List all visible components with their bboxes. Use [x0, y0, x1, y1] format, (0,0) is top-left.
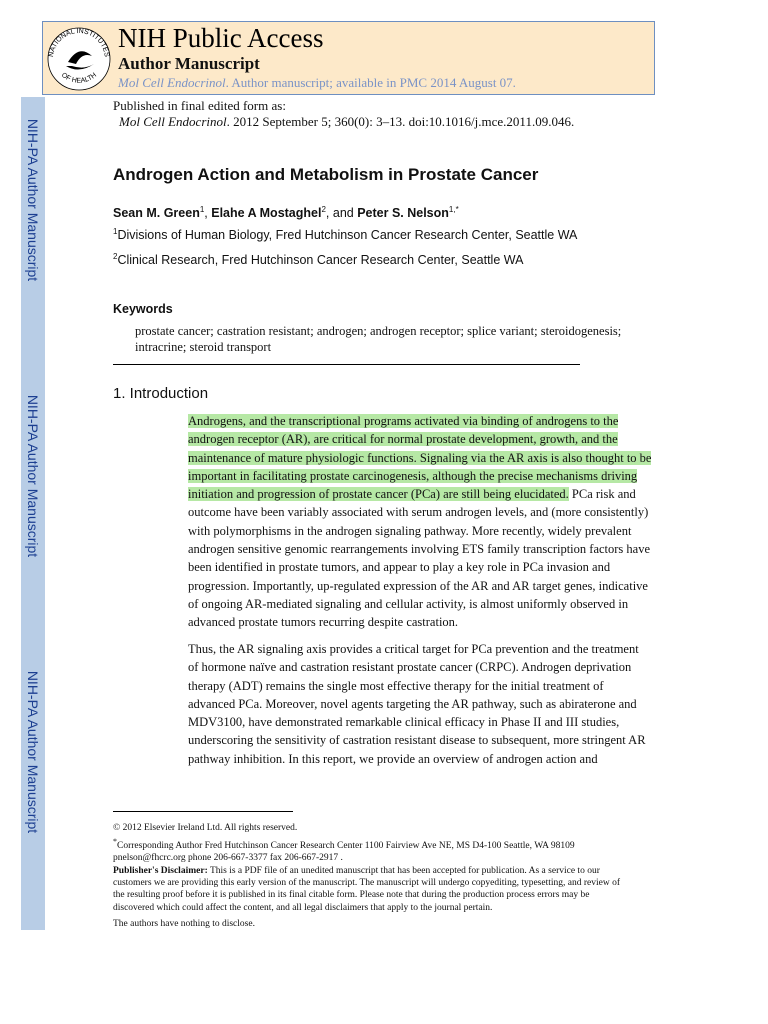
disclaimer-line: This is a PDF file of an unedited manuscript that has been accepted for publication. As a service to our — [207, 866, 600, 876]
paragraph-line: pathway inhibition. In this report, we provide an overview of androgen action and — [188, 751, 598, 766]
affiliation-sup: 2 — [113, 252, 118, 261]
section-heading: 1. Introduction — [113, 385, 209, 402]
highlighted-text: Androgens, and the transcriptional programs activated via binding of androgens to the — [188, 414, 619, 428]
sidebar-label: NIH-PA Author Manuscript — [25, 394, 41, 558]
paragraph-line: Thus, the AR signaling axis provides a critical target for PCa prevention and the treatment — [188, 642, 639, 656]
publisher-disclaimer — [113, 865, 663, 914]
footnote-sup: * — [113, 837, 117, 846]
published-label: Published in final edited form as: — [113, 98, 286, 113]
author-separator: , and — [325, 206, 358, 221]
copyright-note: © 2012 Elsevier Ireland Ltd. All rights reserved. — [113, 823, 298, 833]
disclaimer-line: discovered which could affect the content, and all legal disclaimers that apply to the journal pertain. — [113, 902, 493, 913]
affiliation-1 — [113, 227, 577, 242]
affiliation-2 — [113, 252, 523, 267]
paragraph-line: been identified in prostate tumors, and appear to play a key role in PCa invasion and — [188, 560, 611, 575]
author-name: Elahe A Mostaghel — [211, 206, 322, 221]
citation-details: . 2012 September 5; 360(0): 3–13. doi:10.1016/j.mce.2011.09.046. — [226, 114, 575, 129]
paragraph-line: outcome have been variably associated with serum androgen levels, and (more consistently) — [188, 505, 649, 520]
affiliation-text: Divisions of Human Biology, Fred Hutchinson Cancer Research Center, Seattle WA — [117, 228, 578, 243]
paragraph-line: therapy (ADT) remains the single most effective therapy for the initial treatment of — [188, 678, 604, 693]
paragraph-line: MDV3100, have demonstrated remarkable clinical efficacy in Phase II and III studies, — [188, 715, 620, 730]
keywords-text: prostate cancer; castration resistant; androgen; androgen receptor; splice variant; steroidogenesis; intracrine; steroid transport — [135, 324, 622, 354]
paragraph-line: progression. Importantly, up-regulated expression of the AR and AR target genes, indicative — [188, 578, 648, 593]
highlighted-text: maintenance of mature physiologic functions. Signaling via the AR axis is also thought to be — [188, 450, 652, 465]
highlighted-text: androgen receptor (AR), are critical for normal prostate development, growth, and the — [188, 432, 618, 447]
intro-paragraph-1 — [188, 412, 658, 632]
paragraph-line: advanced prostate tumors recurring despite castration. — [188, 615, 459, 630]
published-citation — [119, 114, 574, 130]
disclosure-note: The authors have nothing to disclose. — [113, 919, 255, 929]
journal-name: Mol Cell Endocrinol — [119, 114, 227, 129]
availability-note: . Author manuscript; available in PMC 2014 August 07. — [225, 75, 516, 90]
sidebar-label: NIH-PA Author Manuscript — [25, 670, 41, 834]
author-sup: 1,* — [448, 205, 459, 214]
disclaimer-line: customers we are providing this early version of the manuscript. The manuscript will undergo copyediting, typesetting, and review of — [113, 878, 620, 889]
paragraph-line: androgen sensitive genomic rearrangements involving ETS family transcription factors have — [188, 542, 651, 557]
affiliation-sup: 1 — [113, 227, 118, 236]
article-title: Androgen Action and Metabolism in Prostate Cancer — [113, 165, 539, 184]
corresponding-author-note — [113, 836, 663, 865]
corresponding-address: Corresponding Author Fred Hutchinson Cancer Research Center 1100 Fairview Ave NE, MS D4-100 Seattle, WA 98109 — [117, 841, 575, 852]
disclaimer-label: Publisher's Disclaimer: — [113, 866, 208, 876]
logo-text-top: NATIONAL INSTITUTES — [48, 27, 110, 58]
affiliation-text: Clinical Research, Fred Hutchinson Cancer Research Center, Seattle WA — [117, 253, 524, 268]
intro-paragraph-2 — [188, 640, 658, 768]
logo-text-bottom: OF HEALTH — [59, 71, 99, 85]
paragraph-line: with polymorphisms in the androgen signaling pathway. More recently, widely prevalent — [188, 523, 632, 538]
paragraph-line: underscoring the sensitivity of castration resistant disease to subsequent, more stringent AR — [188, 733, 646, 748]
paragraph-text: PCa risk and — [568, 487, 636, 502]
header-title: NIH Public Access — [118, 23, 324, 53]
keywords-heading: Keywords — [113, 302, 173, 316]
author-sup: 2 — [321, 205, 326, 214]
paragraph-line: of hormone naïve and castration resistant prostate cancer (CRPC). Androgen deprivation — [188, 660, 632, 675]
header-subtitle: Author Manuscript — [118, 54, 260, 73]
nih-logo-icon — [44, 22, 114, 92]
highlighted-text: initiation and progression of prostate cancer (PCa) are still being elucidated. — [188, 487, 569, 502]
footnote-divider — [113, 811, 293, 812]
sidebar-label: NIH-PA Author Manuscript — [25, 118, 41, 282]
author-name: Peter S. Nelson — [357, 206, 449, 221]
paragraph-line: of ongoing AR-mediated signaling and cellular activity, is almost uniformly observed in — [188, 596, 629, 611]
paragraph-line: advanced PCa. Moreover, novel agents targeting the AR pathway, such as abiraterone and — [188, 696, 637, 711]
journal-name[interactable]: Mol Cell Endocrinol — [118, 75, 226, 90]
author-separator: , — [204, 206, 212, 221]
divider — [113, 364, 580, 365]
highlighted-text: important in facilitating prostate carcinogenesis, although the precise mechanisms driving — [188, 468, 638, 483]
author-name: Sean M. Green — [113, 206, 200, 221]
author-sup: 1 — [199, 205, 205, 214]
header-journal — [118, 75, 516, 91]
corresponding-contact: pnelson@fhcrc.org phone 206-667-3377 fax 206-667-2917 . — [113, 853, 343, 864]
disclaimer-line: the resulting proof before it is published in its final citable form. Please note that during the production process errors may be — [113, 890, 590, 901]
author-list — [113, 205, 459, 220]
